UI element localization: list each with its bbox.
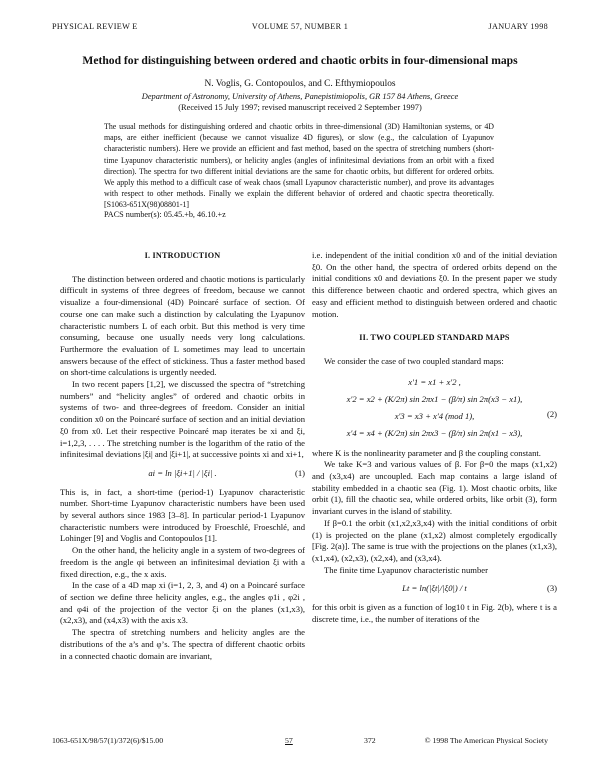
copyright-notice: © 1998 The American Physical Society: [424, 736, 548, 745]
maps-paragraph-3: We take K=3 and various values of β. For β=0 the maps (x1,x2) and (x3,x4) are uncoupled. Each map contains a large island of stability embedded in a chaotic sea (Fig. 1). Most chaotic orbits, like orbit (1), fill the chaotic sea, while ordered orbits, like orbit (3), form invariant curves in the island of stability.: [312, 459, 557, 517]
intro-paragraph-1: The distinction between ordered and chaotic motions is particularly difficult in systems of three degrees of freedom, because we cannot visualize a four-dimensional (4D) Poincaré surface of section. Of course one can make such a distinction by calculating the Lyapunov characteristic numbers L of each orbit. But this method is very time consuming, because one usually needs very long calculations. Furthermore the evaluation of L sometimes may lead to uncertain answers because of the effect of stickiness. Thus a faster method based on short-time calculations is urgently needed.: [60, 273, 305, 378]
maps-paragraph-6: for this orbit is given as a function of log10 t in Fig. 2(b), where t is a discrete time, i.e., the number of iterations of the: [312, 602, 557, 624]
equation-1-number: (1): [294, 467, 305, 478]
equation-2-line-2: x′2 = x2 + (K/2π) sin 2πx1 − (β/π) sin 2π(x3 − x1),: [346, 393, 523, 404]
intro-paragraph-3: This is, in fact, a short-time (period-1) Lyapunov characteristic number. Short-time Lyapunov characteristic numbers have been used by several authors since 1983 [3–8]. In particular period-1 Lyapunov characteristic numbers were introduced by Froeschlé, Froeschlé, and Lohinger [9] and Voglis and Contopoulos [1].: [60, 486, 305, 544]
issn-code: 1063-651X/98/57(1)/372(6)/$15.00: [52, 736, 164, 745]
intro-paragraph-4: On the other hand, the helicity angle in a system of two-degrees of freedom is the angle φi between an infinitesimal deviation ξi with a fixed direction, e.g., the x axis.: [60, 545, 305, 579]
equation-1-body: ai = ln |ξi+1| / |ξi| .: [148, 467, 217, 478]
right-column: [312, 250, 557, 625]
volume-number: VOLUME 57, NUMBER 1: [251, 22, 349, 31]
intro-paragraph-6: The spectra of stretching numbers and helicity angles are the distributions of the a’s and φ’s. The spectra of different chaotic orbits in a connected chaotic domain are invariant,: [60, 627, 305, 661]
abstract: The usual methods for distinguishing ordered and chaotic orbits in three-dimensional (3D) Hamiltonian systems, or 4D maps, are either inefficient (because we cannot visualize 4D figures), or slow (e.g., the calculation of Lyapunov characteristic numbers). Here we provide an efficient and fast method, based on the spectra of stretching numbers (short-time Lyapunov characteristic numbers), or helicity angles (angles of infinitesimal deviations from an orbit with a fixed direction). The spectra for two different initial deviations are the same for chaotic orbits, but different for ordered orbits. We apply this method to a difficult case of weak chaos (small Lyapunov characteristic number), and prove its advantages with respect to other methods. Finally we explain the different behavior of ordered and chaotic spectra theoretically. [S1063-651X(98)08801-1]: [104, 122, 494, 210]
journal-name: PHYSICAL REVIEW E: [52, 22, 138, 31]
maps-paragraph-2: where K is the nonlinearity parameter and β the coupling constant.: [312, 447, 541, 458]
maps-paragraph-1: We consider the case of two coupled standard maps:: [324, 355, 504, 366]
equation-2-line-4: x′4 = x4 + (K/2π) sin 2πx3 − (β/π) sin 2π(x1 − x3),: [346, 427, 523, 438]
volume-page-number: 57: [285, 736, 293, 745]
equation-3-body: Lt = ln(|ξt|/|ξ0|) / t: [402, 583, 467, 594]
equation-1: [60, 468, 305, 480]
pacs-numbers: PACS number(s): 05.45.+b, 46.10.+z: [104, 210, 226, 219]
page-number: 372: [364, 736, 376, 745]
left-column: [60, 250, 305, 662]
intro-paragraph-5: In the case of a 4D map xi (i=1, 2, 3, and 4) on a Poincaré surface of section we define three helicity angles, e.g., the angles φ1i , φ2i , and φ4i of the projection of the vector ξi on the planes (x1,x3), (x2,x3), and (x4,x3) with the axis x3.: [60, 580, 305, 626]
author-list: N. Voglis, G. Contopoulos, and C. Efthymiopoulos: [204, 79, 396, 89]
equation-3: [312, 583, 557, 595]
section-heading-coupled-maps: II. TWO COUPLED STANDARD MAPS: [359, 333, 510, 343]
paper-title: Method for distinguishing between ordered and chaotic orbits in four-dimensional maps: [82, 54, 518, 67]
section-heading-introduction: I. INTRODUCTION: [144, 251, 221, 260]
equation-2-line-3: x′3 = x3 + x′4 (mod 1),: [394, 410, 475, 421]
issue-date: JANUARY 1998: [488, 22, 548, 31]
equation-3-number: (3): [546, 583, 557, 594]
equation-2-number: (2): [546, 408, 557, 419]
received-dates: (Received 15 July 1997; revised manuscript received 2 September 1997): [178, 103, 422, 112]
maps-paragraph-5: The finite time Lyapunov characteristic number: [324, 564, 488, 575]
equation-2: [312, 374, 557, 442]
running-header: [52, 22, 548, 34]
maps-paragraph-4: If β=0.1 the orbit (x1,x2,x3,x4) with the initial conditions of orbit (1) is projected on the plane (x1,x2) almost completely ergodically [Fig. 2(a)]. The same is true with the projections on the planes (x1,x3), (x1,x4), (x2,x3), (x2,x4), and (x3,x4).: [312, 517, 557, 563]
intro-paragraph-continued: i.e. independent of the initial condition x0 and of the initial deviation ξ0. On the other hand, the spectra of ordered orbits depend on the initial conditions x0 and deviations ξ0. In the present paper we study this difference between chaotic and ordered spectra, which gives an easy and efficient method to distinguish between ordered and chaotic motion.: [312, 250, 557, 319]
affiliation: Department of Astronomy, University of Athens, Panepistimiopolis, GR 157 84 Athens, Greece: [141, 92, 459, 101]
equation-2-line-1: x′1 = x1 + x′2 ,: [408, 376, 461, 387]
intro-paragraph-2: In two recent papers [1,2], we discussed the spectra of “stretching numbers” and “helicity angles” of ordered and chaotic orbits in systems of two- and three-degrees of freedom. Consider an initial condition x0 on the Poincaré surface of section and an initial deviation ξ0 from x0. Let their respective Poincaré map iterates be xi and ξi, i=1,2,3, . . . . The stretching number is the logarithm of the ratio of the infinitesimal deviations |ξi| and |ξi+1|, at successive points xi and xi+1,: [60, 379, 305, 460]
page-footer: [52, 736, 548, 748]
